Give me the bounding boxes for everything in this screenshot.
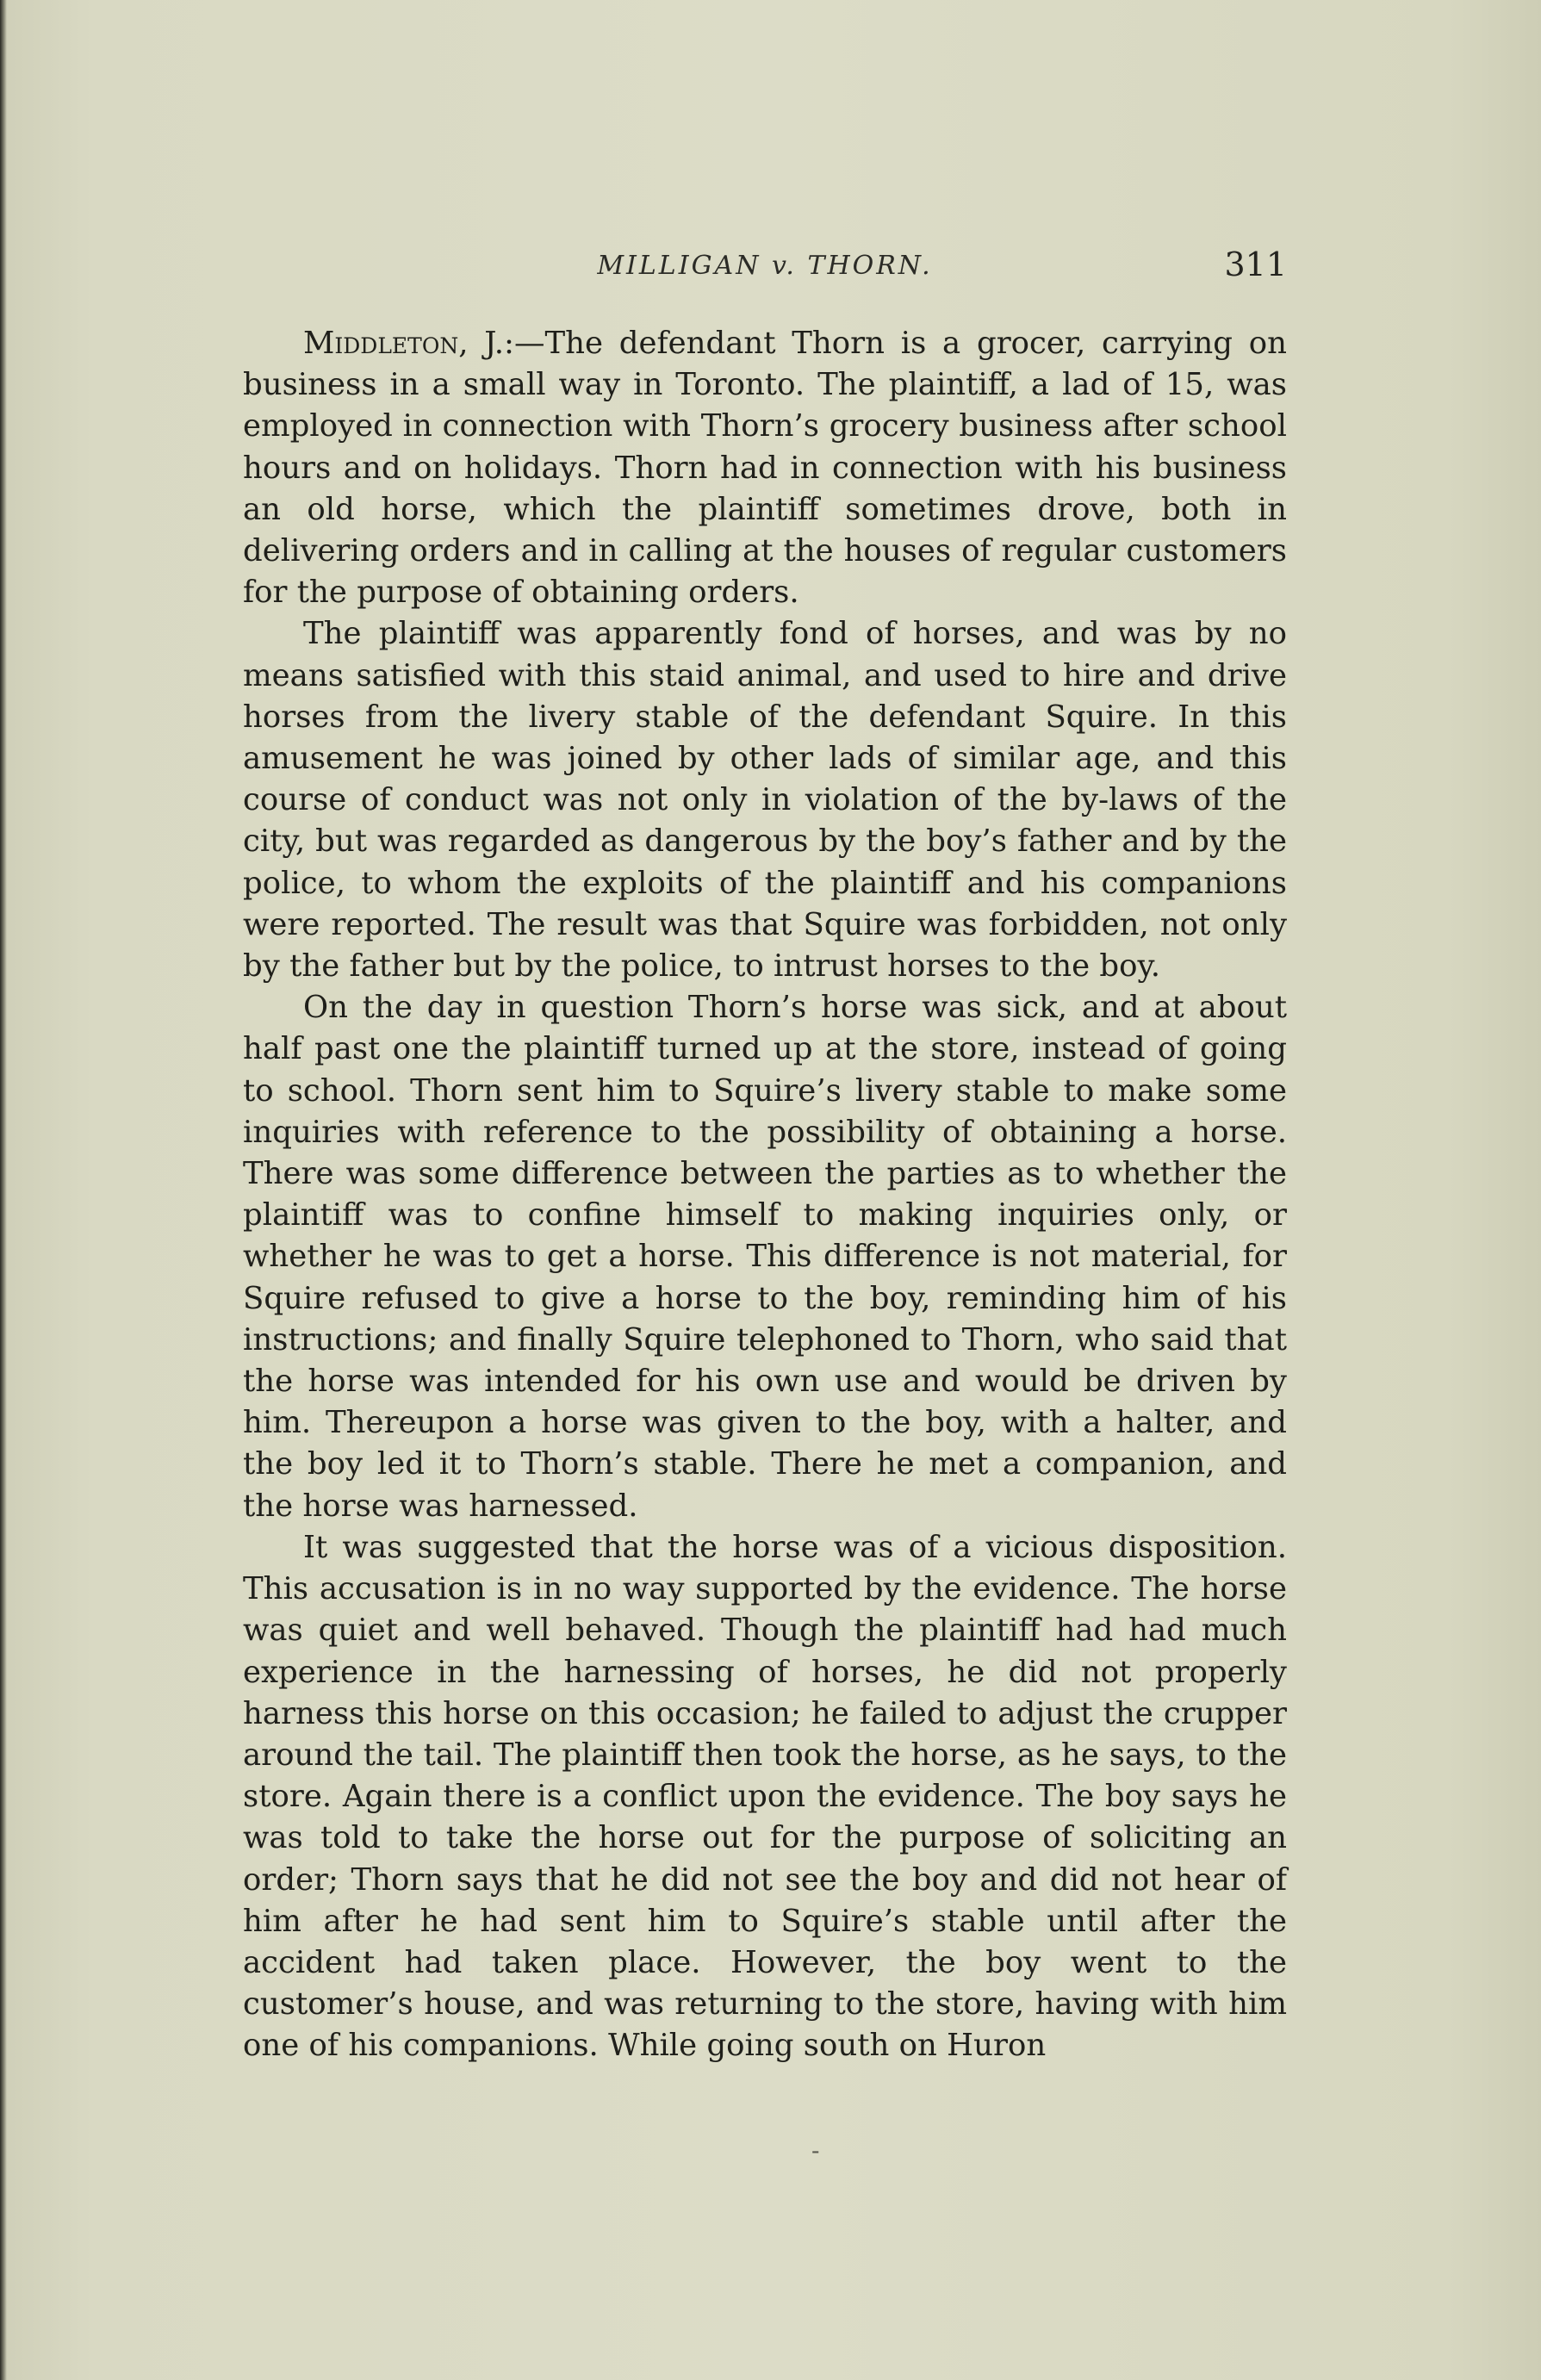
- stray-mark: -: [811, 2136, 820, 2165]
- body-text: [243, 323, 1287, 2067]
- paragraph-4: It was suggested that the horse was of a vicious disposition. This accusation is in no way supported by the evidence. The horse was quiet and well behaved. Though the plaintiff had had much experience in the harnessing of horses, he did not properly harness this horse on this occasion; he failed to adjust the crupper around the tail. The plaintiff then took the horse, as he says, to the store. Again there is a conflict upon the evidence. The boy says he was told to take the horse out for the purpose of soliciting an order; Thorn says that he did not see the boy and did not hear of him after he had sent him to Squire’s stable until after the accident had taken place. However, the boy went to the customer’s house, and was returning to the store, having with him one of his companions. While going south on Huron: [243, 1529, 1287, 2064]
- judge-name: Middleton, J.: [303, 326, 504, 361]
- page-number: 311: [1224, 245, 1287, 283]
- page-header: [243, 245, 1287, 297]
- paragraph-3: On the day in question Thorn’s horse was sick, and at about half past one the plaintiff turned up at the store, instead of going to school. Thorn sent him to Squire’s livery stable to make some inquiries with reference to the possibility of obtaining a horse. There was some difference between the parties as to whether the plaintiff was to confine himself to making inquiries only, or whether he was to get a horse. This difference is not material, for Squire refused to give a horse to the boy, reminding him of his instructions; and finally Squire telephoned to Thorn, who said that the horse was intended for his own use and would be driven by him. Thereupon a horse was given to the boy, with a halter, and the boy led it to Thorn’s stable. There he met a companion, and the horse was harnessed.: [243, 990, 1287, 1524]
- paragraph-1-text: :—The defendant Thorn is a grocer, carrying on business in a small way in Toronto. The plaintiff, a lad of 15, was employed in connection with Thorn’s grocery business after school hours and on holidays. Thorn had in connection with his business an old horse, which the plaintiff sometimes drove, both in delivering orders and in calling at the houses of regular customers for the purpose of obtaining orders.: [243, 326, 1287, 611]
- running-title: MILLIGAN v. THORN.: [597, 251, 933, 281]
- paragraph-1: [243, 323, 1287, 613]
- paragraph-2: The plaintiff was apparently fond of horses, and was by no means satisfied with this staid animal, and used to hire and drive horses from the livery stable of the defendant Squire. In this amusement he was joined by other lads of similar age, and this course of conduct was not only in violation of the by-laws of the city, but was regarded as dangerous by the boy’s father and by the police, to whom the exploits of the plaintiff and his companions were reported. The result was that Squire was forbidden, not only by the father but by the police, to intrust horses to the boy.: [243, 616, 1287, 985]
